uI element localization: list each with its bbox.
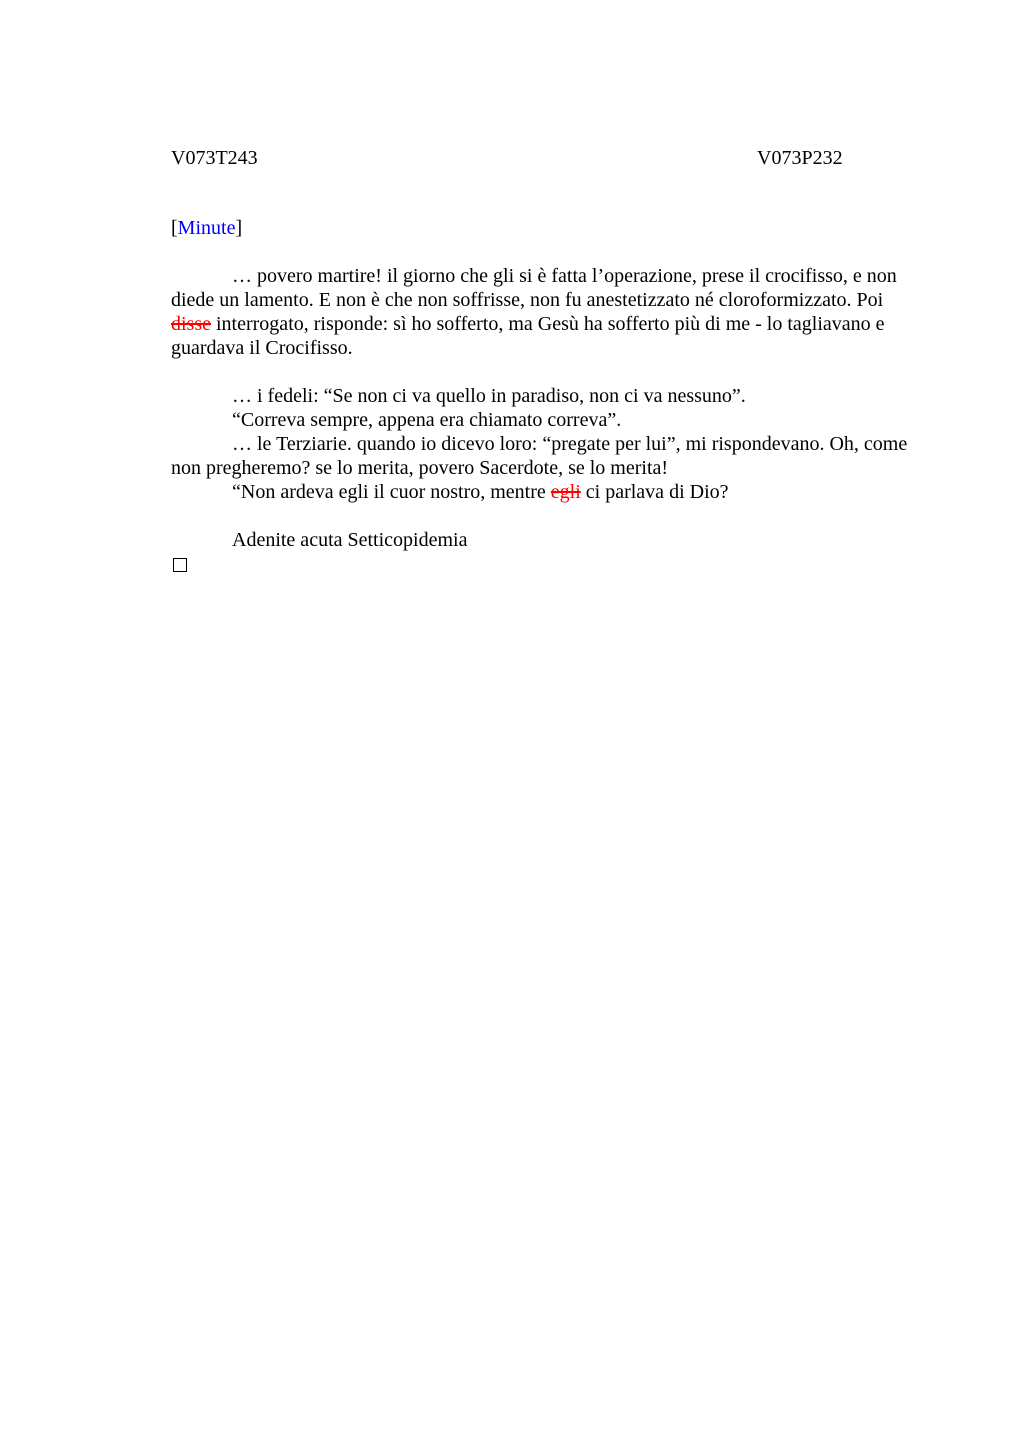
section-label [171, 216, 921, 240]
paragraph-operation [171, 264, 921, 360]
paragraph-text: ci parlava di Dio? [580, 481, 729, 503]
minute-link[interactable]: Minute [177, 217, 236, 239]
paragraph-text: “Non ardeva egli il cuor nostro, mentre [232, 481, 551, 503]
paragraph-text: … povero martire! il giorno che gli si è fatta l’operazione, prese il crocifisso, e non diede un lamento. E non è che non soffrisse, non fu anestetizzato né cloroformizzato. Poi [171, 265, 897, 311]
paragraph-ardeva [171, 480, 921, 504]
deleted-word: egli [550, 481, 581, 503]
document-body [171, 216, 921, 572]
paragraph-diagnosis: Adenite acuta Setticopidemia [232, 529, 468, 551]
close-bracket: ] [235, 217, 243, 239]
paragraph-text: interrogato, risponde: sì ho sofferto, ma Gesù ha sofferto più di me - lo tagliavano e guardava il Crocifisso. [171, 313, 885, 359]
paragraph-correva: “Correva sempre, appena era chiamato correva”. [232, 409, 622, 431]
checkbox-icon[interactable] [173, 558, 187, 572]
paragraph-terziarie: … le Terziarie. quando io dicevo loro: “pregate per lui”, mi rispondevano. Oh, come non pregheremo? se lo merita, povero Sacerdote, se lo merita! [171, 433, 908, 479]
right-reference-code: V073P232 [757, 147, 843, 169]
left-reference-code: V073T243 [171, 147, 258, 169]
open-bracket: [ [171, 217, 178, 239]
deleted-word: disse [171, 313, 211, 335]
paragraph-fedeli: … i fedeli: “Se non ci va quello in paradiso, non ci va nessuno”. [232, 385, 746, 407]
